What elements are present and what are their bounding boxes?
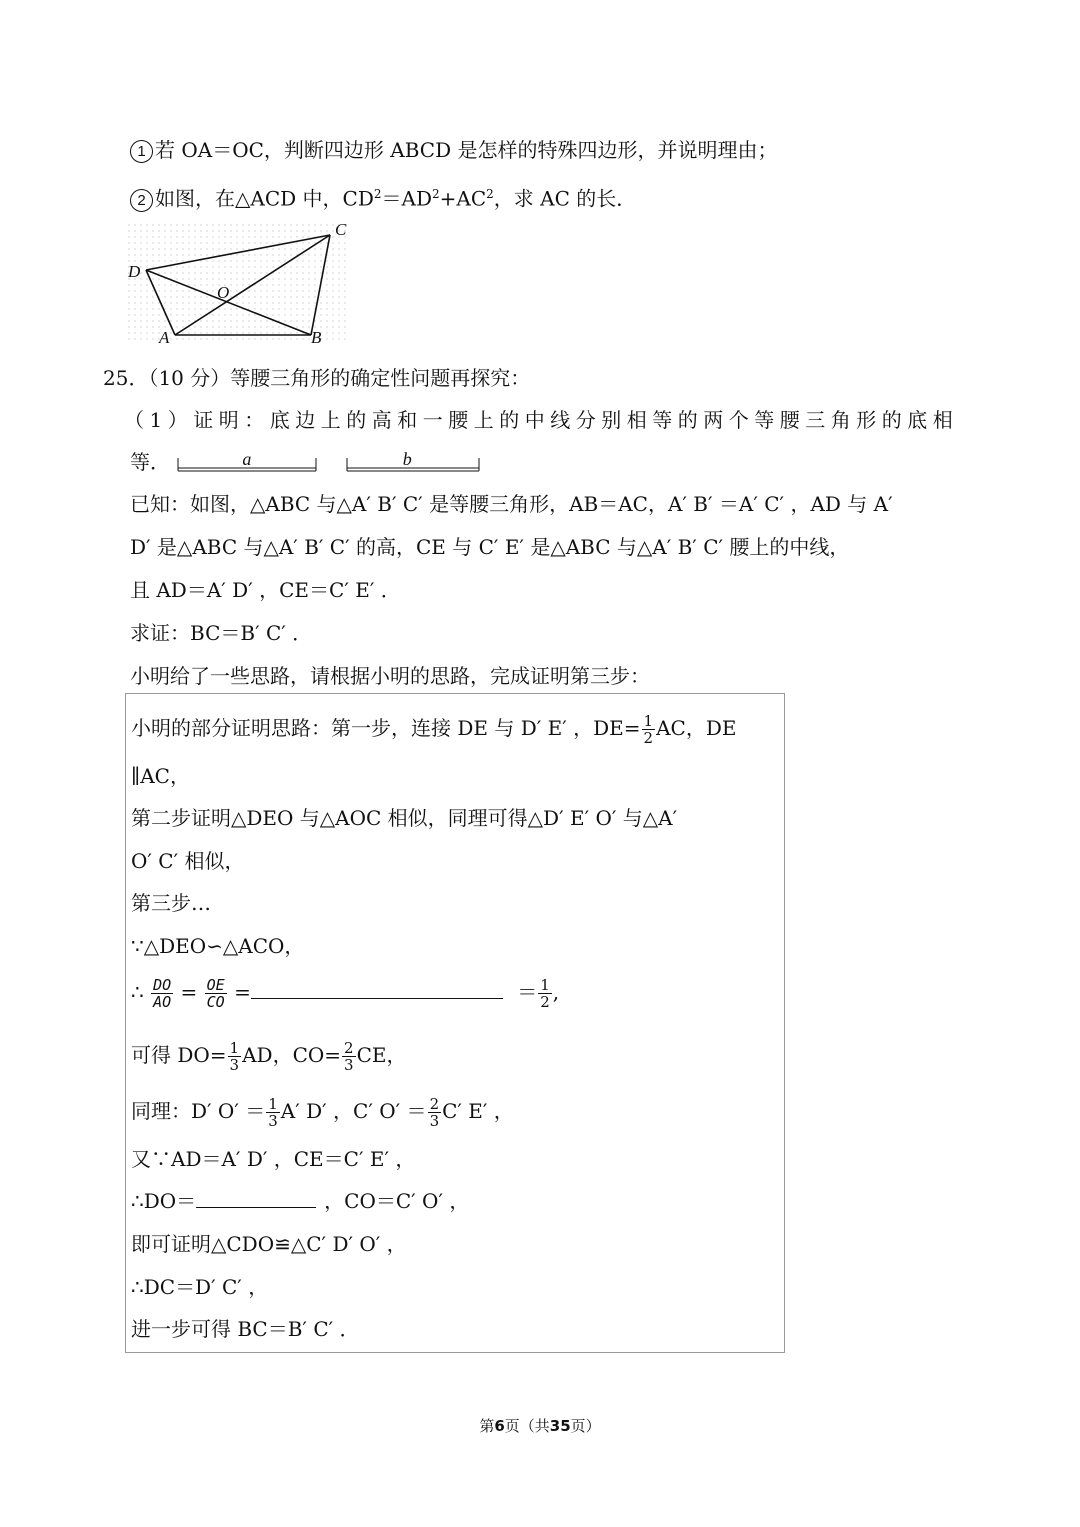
answer-blank-ratio[interactable]: [251, 998, 503, 999]
label-A: A: [159, 328, 170, 346]
frac-den: 3: [344, 1056, 354, 1074]
comma: ,: [552, 980, 560, 1004]
q25-given-line2: D′ 是△ABC 与△A′ B′ C′ 的高，CE 与 C′ E′ 是△ABC 与△A′ B′ C′ 腰上的中线，: [130, 535, 850, 559]
box-l1-text-a: 小明的部分证明思路：第一步，连接 DE 与 D′ E′ ，DE=: [131, 716, 641, 740]
box-line-12: 即可证明△CDO≌△C′ D′ O′ ，: [131, 1232, 407, 1256]
box-line-14: 进一步可得 BC＝B′ C′ ．: [131, 1317, 360, 1341]
frac-num: 1: [540, 976, 550, 994]
tape-b: [345, 448, 487, 474]
box-l11-text-a: ∴DO＝: [131, 1189, 197, 1213]
box-l9-text-b: A′ D′ ，C′ O′ ＝: [280, 1099, 427, 1123]
superscript: 2: [431, 187, 440, 201]
q24-part2-text-a: 如图，在△ACD 中，CD: [155, 186, 374, 211]
q24-part2-text-c: +AC: [439, 186, 487, 211]
q25-prove-line: 求证：BC＝B′ C′ ．: [130, 621, 313, 645]
box-l9-text-a: 同理：D′ O′ ＝: [131, 1099, 266, 1123]
q25-heading: 25．（10 分）等腰三角形的确定性问题再探究：: [103, 366, 531, 390]
q25-part1-line2: [130, 448, 487, 476]
q24-part2: [130, 180, 636, 213]
box-line-11: [131, 1187, 469, 1215]
frac-num: 2: [429, 1095, 440, 1113]
fraction-DO-AO: [151, 977, 173, 1010]
superscript: 2: [373, 187, 382, 201]
frac-num: 1: [643, 712, 654, 730]
footer-prefix: 第: [479, 1417, 495, 1435]
footer-total-pages: 35: [549, 1417, 571, 1435]
box-line-6: ∵△DEO∽△ACO，: [131, 934, 305, 958]
frac-den: CO: [206, 993, 225, 1011]
q25-given-line1: 已知：如图，△ABC 与△A′ B′ C′ 是等腰三角形，AB＝AC，A′ B′ ＝A′ C′ ，AD 与 A′: [130, 492, 893, 516]
frac-den: AO: [153, 993, 172, 1011]
q25-hint-line: 小明给了一些思路，请根据小明的思路，完成证明第三步：: [130, 664, 650, 688]
q24-part2-text-b: ＝AD: [381, 186, 432, 211]
tape-b-label: b: [402, 448, 412, 469]
frac-num: OE: [206, 976, 225, 994]
fraction-1-3: [228, 1040, 242, 1073]
fraction-1-3: [266, 1096, 280, 1129]
box-l8-text-a: 可得 DO=: [131, 1043, 227, 1067]
footer-page-number: 6: [494, 1417, 505, 1435]
box-l11-text-b: ，CO＝C′ O′ ，: [324, 1189, 470, 1213]
box-line-8: [131, 1040, 406, 1073]
frac-den: 3: [268, 1112, 278, 1130]
box-line-13: ∴DC＝D′ C′ ，: [131, 1275, 269, 1299]
fraction-1-2: [538, 977, 552, 1010]
box-l9-text-c: C′ E′ ，: [442, 1099, 514, 1123]
q24-part1-text: 若 OA＝OC，判断四边形 ABCD 是怎样的特殊四边形，并说明理由；: [155, 138, 778, 162]
equals-sign: =: [180, 980, 198, 1004]
answer-blank-DO[interactable]: [196, 1207, 316, 1208]
box-line-2: ∥AC，: [131, 764, 190, 788]
box-line-5: 第三步…: [131, 891, 211, 915]
box-l8-text-c: CE，: [356, 1043, 407, 1067]
frac-num: 2: [344, 1039, 354, 1057]
label-C: C: [335, 220, 347, 239]
frac-den: 2: [540, 993, 550, 1011]
fraction-2-3: [428, 1096, 442, 1129]
therefore-symbol: ∴: [131, 980, 144, 1004]
q25-part1-line1: （1）证明：底边上的高和一腰上的中线分别相等的两个等腰三角形的底相: [124, 408, 959, 432]
frac-den: 3: [229, 1056, 240, 1074]
box-l8-text-b: AD，CO=: [242, 1043, 342, 1067]
label-D: D: [128, 262, 141, 281]
box-l1-text-b: AC，DE: [656, 716, 737, 740]
q24-part1: [130, 136, 777, 164]
box-line-9: [131, 1096, 514, 1129]
equals-sign: =: [234, 980, 251, 1004]
equals-sign: ＝: [517, 980, 538, 1004]
box-line-1: [131, 713, 736, 746]
frac-num: DO: [153, 976, 172, 994]
box-line-7: [131, 977, 559, 1010]
frac-num: 1: [268, 1095, 278, 1113]
frac-den: 3: [429, 1112, 440, 1130]
circled-number-1: 1: [130, 140, 153, 163]
frac-num: 1: [229, 1039, 240, 1057]
circled-number-2: 2: [130, 189, 153, 212]
superscript: 2: [486, 187, 494, 201]
page-footer: [0, 1415, 1080, 1436]
footer-suffix: 页）: [570, 1417, 601, 1435]
box-line-10: 又∵AD＝A′ D′ ，CE＝C′ E′ ，: [131, 1147, 416, 1171]
q24-part2-text-d: ，求 AC 的长．: [493, 186, 637, 211]
frac-den: 2: [643, 729, 654, 747]
footer-mid: 页（共: [504, 1417, 550, 1435]
label-O: O: [217, 283, 230, 302]
dot-grid-background: [128, 222, 350, 342]
box-line-4: O′ C′ 相似，: [131, 849, 245, 873]
label-B: B: [311, 328, 322, 346]
fraction-OE-CO: [205, 977, 227, 1010]
fraction-1-2: [642, 713, 656, 746]
q25-given-line3: 且 AD＝A′ D′ ，CE＝C′ E′ ．: [130, 578, 401, 602]
tape-a-label: a: [242, 448, 252, 469]
q25-part1-line2-text: 等．: [130, 450, 170, 474]
tape-a: [176, 448, 318, 474]
box-line-3: 第二步证明△DEO 与△AOC 相似，同理可得△D′ E′ O′ 与△A′: [131, 806, 678, 830]
fraction-2-3: [342, 1040, 356, 1073]
quadrilateral-figure: [122, 218, 358, 346]
